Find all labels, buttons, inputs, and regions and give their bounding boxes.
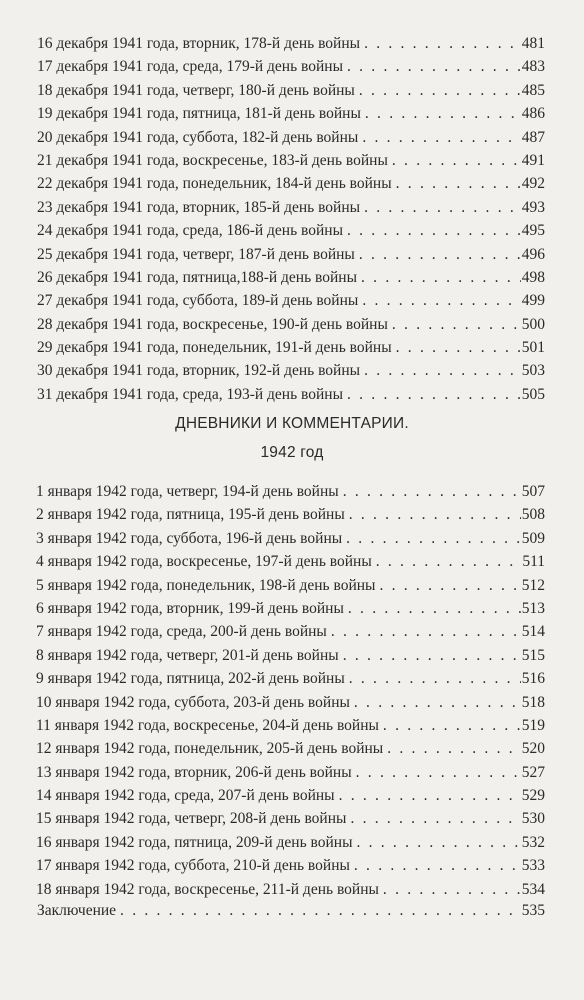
toc-leader-dots [362, 289, 520, 312]
toc-entry-title: 21 декабря 1941 года, воскресенье, 183-й день войны [37, 151, 388, 169]
toc-entry-page: 519 [521, 716, 545, 734]
toc-entry-page: 500 [521, 315, 545, 333]
toc-leader-dots [392, 149, 521, 172]
toc-leader-dots [347, 383, 521, 406]
toc-leader-dots [354, 691, 521, 714]
toc-entry-page: 518 [521, 693, 545, 711]
toc-entry-page: 486 [521, 105, 545, 123]
toc-entry[interactable] [37, 899, 545, 922]
toc-entry[interactable] [37, 126, 545, 149]
toc-entry[interactable] [37, 383, 545, 406]
toc-entry-page: 505 [521, 385, 545, 403]
toc-leader-dots [331, 620, 521, 643]
toc-entry[interactable] [36, 644, 545, 667]
toc-entry-title: 1 января 1942 года, четверг, 194-й день войны [36, 483, 339, 500]
toc-entry-title: 5 января 1942 года, понедельник, 198-й день войны [36, 576, 376, 594]
toc-leader-dots [346, 527, 521, 550]
toc-entry-title: 6 января 1942 года, вторник, 199-й день войны [36, 599, 344, 617]
toc-entry-page: 492 [521, 175, 545, 193]
toc-entry-title: 18 декабря 1941 года, четверг, 180-й день войны [37, 81, 355, 99]
toc-entry[interactable] [37, 55, 545, 78]
toc-entry-title: 2 января 1942 года, пятница, 195-й день войны [36, 506, 345, 524]
toc-entry-title: 14 января 1942 года, среда, 207-й день войны [36, 787, 335, 805]
toc-leader-dots [343, 480, 521, 503]
toc-entry[interactable] [36, 784, 545, 807]
toc-entry-title: 7 января 1942 года, среда, 200-й день войны [36, 623, 327, 641]
toc-entry-title: 31 декабря 1941 года, среда, 193-й день войны [37, 385, 343, 403]
toc-entry-page: 515 [521, 646, 545, 664]
toc-leader-dots [361, 266, 521, 289]
toc-entry-page: 535 [521, 902, 545, 919]
toc-entry[interactable] [37, 266, 545, 289]
toc-conclusion [37, 899, 545, 922]
toc-entry[interactable] [37, 243, 545, 266]
toc-entry-title: 8 января 1942 года, четверг, 201-й день войны [36, 646, 339, 664]
toc-entry-title: Заключение [37, 902, 117, 919]
toc-leader-dots [392, 313, 521, 336]
toc-leader-dots [364, 359, 521, 382]
toc-entry-page: 532 [521, 833, 545, 851]
toc-leader-dots [365, 102, 521, 125]
toc-entry[interactable] [36, 503, 545, 526]
toc-leader-dots [396, 172, 521, 195]
toc-entry[interactable] [36, 714, 545, 737]
toc-entry-title: 11 января 1942 года, воскресенье, 204-й день войны [36, 716, 379, 734]
toc-entry-page: 493 [521, 198, 545, 216]
toc-entry-title: 30 декабря 1941 года, вторник, 192-й день войны [37, 362, 361, 380]
toc-entry-page: 529 [521, 787, 545, 805]
toc-entry-page: 496 [521, 245, 545, 263]
toc-entry[interactable] [37, 336, 545, 359]
toc-entry[interactable] [36, 854, 545, 877]
toc-leader-dots [396, 336, 521, 359]
toc-entry-page: 481 [521, 35, 545, 52]
toc-leader-dots [387, 737, 521, 760]
toc-entry-page: 514 [521, 623, 545, 641]
toc-leader-dots [356, 761, 521, 784]
toc-leader-dots [383, 878, 521, 901]
toc-leader-dots [349, 503, 521, 526]
toc-leader-dots [362, 126, 520, 149]
toc-entry-page: 508 [521, 506, 545, 524]
toc-entry[interactable] [36, 737, 545, 760]
toc-entry[interactable] [36, 831, 545, 854]
toc-entry-page: 501 [521, 339, 545, 357]
toc-entry-title: 4 января 1942 года, воскресенье, 197-й день войны [36, 553, 372, 571]
toc-leader-dots [364, 32, 521, 55]
toc-entry-page: 483 [521, 58, 545, 76]
toc-entry-title: 20 декабря 1941 года, суббота, 182-й день войны [37, 128, 359, 146]
toc-entry[interactable] [36, 574, 545, 597]
toc-entry-page: 512 [521, 576, 545, 594]
toc-leader-dots [356, 831, 520, 854]
toc-entry-page: 527 [521, 763, 545, 781]
toc-entry-page: 495 [521, 222, 545, 240]
toc-entry[interactable] [36, 807, 545, 830]
section-year: 1942 год [260, 444, 324, 461]
toc-entry-title: 12 января 1942 года, понедельник, 205-й день войны [36, 740, 384, 758]
toc-list-1941 [37, 32, 545, 406]
toc-entry-title: 13 января 1942 года, вторник, 206-й день войны [36, 763, 352, 781]
toc-entry-title: 28 декабря 1941 года, воскресенье, 190-й день войны [37, 315, 388, 333]
toc-entry[interactable] [37, 102, 545, 125]
toc-leader-dots [347, 55, 521, 78]
toc-entry-title: 9 января 1942 года, пятница, 202-й день войны [36, 670, 345, 688]
toc-entry-page: 516 [521, 670, 545, 688]
toc-entry-title: 22 декабря 1941 года, понедельник, 184-й день войны [37, 175, 392, 193]
toc-entry[interactable] [36, 761, 545, 784]
toc-entry-page: 507 [521, 483, 545, 500]
toc-leader-dots [120, 899, 521, 922]
toc-entry[interactable] [37, 313, 545, 336]
toc-entry-title: 27 декабря 1941 года, суббота, 189-й день войны [37, 292, 359, 310]
toc-entry-title: 23 декабря 1941 года, вторник, 185-й день войны [37, 198, 361, 216]
toc-entry[interactable] [36, 550, 545, 573]
toc-leader-dots [347, 219, 521, 242]
toc-entry-title: 10 января 1942 года, суббота, 203-й день войны [36, 693, 350, 711]
toc-entry-title: 3 января 1942 года, суббота, 196-й день войны [36, 529, 343, 547]
toc-leader-dots [376, 550, 522, 573]
toc-entry-page: 503 [521, 362, 545, 380]
toc-entry-page: 511 [522, 553, 545, 571]
toc-entry[interactable] [36, 480, 545, 503]
toc-entry[interactable] [36, 667, 545, 690]
section-heading: ДНЕВНИКИ И КОММЕНТАРИИ. [175, 415, 409, 432]
toc-leader-dots [350, 807, 520, 830]
toc-entry[interactable] [37, 79, 545, 102]
toc-entry[interactable] [36, 597, 545, 620]
toc-entry-title: 17 декабря 1941 года, среда, 179-й день войны [37, 58, 343, 76]
toc-list-1942 [36, 480, 545, 901]
toc-entry-title: 24 декабря 1941 года, среда, 186-й день войны [37, 222, 343, 240]
toc-entry-page: 530 [521, 810, 545, 828]
toc-entry-title: 15 января 1942 года, четверг, 208-й день войны [36, 810, 347, 828]
toc-entry[interactable] [37, 219, 545, 242]
toc-leader-dots [383, 714, 521, 737]
toc-leader-dots [339, 784, 521, 807]
toc-entry[interactable] [36, 878, 545, 901]
toc-entry-page: 491 [521, 151, 545, 169]
toc-entry[interactable] [36, 620, 545, 643]
toc-entry-page: 533 [521, 857, 545, 875]
toc-entry-page: 487 [521, 128, 545, 146]
toc-entry[interactable] [37, 196, 545, 219]
toc-leader-dots [364, 196, 521, 219]
toc-leader-dots [359, 79, 521, 102]
toc-entry[interactable] [36, 527, 545, 550]
toc-entry[interactable] [37, 172, 545, 195]
toc-entry-title: 16 декабря 1941 года, вторник, 178-й день войны [37, 35, 361, 52]
toc-entry-title: 17 января 1942 года, суббота, 210-й день войны [36, 857, 350, 875]
toc-entry-title: 18 января 1942 года, воскресенье, 211-й день войны [36, 880, 379, 898]
toc-entry-page: 520 [521, 740, 545, 758]
toc-entry-title: 26 декабря 1941 года, пятница,188-й день войны [37, 268, 358, 286]
toc-entry-page: 499 [521, 292, 545, 310]
toc-entry[interactable] [37, 149, 545, 172]
toc-entry[interactable] [36, 691, 545, 714]
toc-entry-title: 29 декабря 1941 года, понедельник, 191-й день войны [37, 339, 392, 357]
toc-entry-page: 485 [521, 81, 545, 99]
toc-leader-dots [379, 574, 520, 597]
toc-leader-dots [354, 854, 521, 877]
toc-leader-dots [348, 597, 521, 620]
toc-entry-title: 25 декабря 1941 года, четверг, 187-й день войны [37, 245, 355, 263]
toc-entry[interactable] [37, 32, 545, 55]
toc-leader-dots [359, 243, 521, 266]
toc-entry[interactable] [37, 289, 545, 312]
toc-entry-page: 534 [521, 880, 545, 898]
toc-entry-title: 16 января 1942 года, пятница, 209-й день войны [36, 833, 353, 851]
toc-entry-page: 509 [521, 529, 545, 547]
toc-entry-title: 19 декабря 1941 года, пятница, 181-й день войны [37, 105, 361, 123]
toc-entry-page: 498 [521, 268, 545, 286]
toc-entry[interactable] [37, 359, 545, 382]
toc-leader-dots [349, 667, 521, 690]
toc-entry-page: 513 [521, 599, 545, 617]
toc-leader-dots [343, 644, 521, 667]
